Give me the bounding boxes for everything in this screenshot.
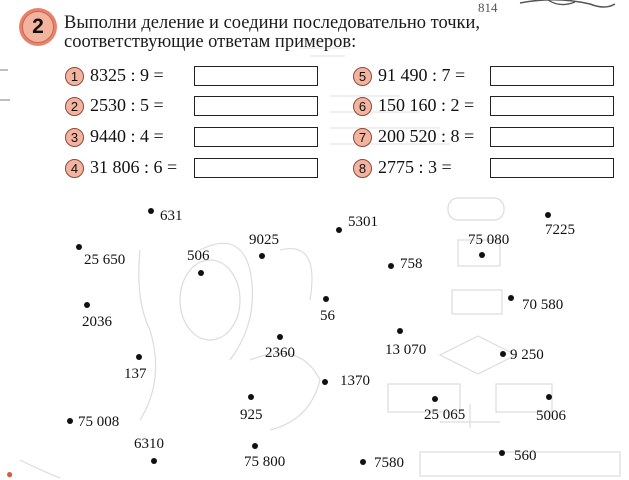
point-label-5301: 5301 (348, 214, 378, 230)
example-8-answer-box[interactable] (490, 158, 614, 178)
point-label-2036: 2036 (82, 314, 112, 330)
example-2-answer-box[interactable] (194, 96, 318, 116)
example-8-text: 2775 : 3 = (378, 157, 452, 177)
point-dot-5301[interactable] (336, 227, 342, 233)
example-5-text: 91 490 : 7 = (378, 65, 466, 85)
example-6-text: 150 160 : 2 = (378, 95, 475, 115)
point-label-75800: 75 800 (244, 454, 286, 470)
example-7-answer-box[interactable] (490, 127, 614, 147)
svg-text:814: 814 (478, 0, 498, 15)
instruction-line-1: Выполни деление и соедини последовательно точки, (64, 13, 481, 33)
example-2-number: 2 (65, 97, 84, 116)
task-instruction (64, 14, 534, 52)
example-3-answer-box[interactable] (194, 127, 318, 147)
example-3-text: 9440 : 4 = (90, 126, 164, 146)
example-8-number: 8 (353, 159, 372, 178)
point-dot-9025[interactable] (259, 253, 265, 259)
example-1-number: 1 (65, 67, 84, 86)
point-label-7580: 7580 (374, 455, 404, 471)
point-label-75080: 75 080 (468, 232, 510, 248)
point-label-2360: 2360 (265, 345, 295, 361)
point-dot-925[interactable] (248, 394, 254, 400)
point-dot-7225[interactable] (545, 212, 551, 218)
point-dot-7580[interactable] (360, 459, 366, 465)
point-dot-631[interactable] (148, 208, 154, 214)
example-1-answer-box[interactable] (194, 66, 318, 86)
point-dot-75008[interactable] (67, 418, 73, 424)
point-label-25065: 25 065 (424, 407, 466, 423)
task-number-badge (19, 8, 57, 46)
point-label-137: 137 (124, 366, 147, 382)
point-dot-2036[interactable] (84, 302, 90, 308)
point-dot-506[interactable] (198, 270, 204, 276)
point-dot-758[interactable] (388, 263, 394, 269)
point-label-13070: 13 070 (385, 342, 427, 358)
point-label-1370: 1370 (340, 373, 370, 389)
example-7-number: 7 (353, 128, 372, 147)
example-3-number: 3 (65, 128, 84, 147)
point-label-5006: 5006 (536, 408, 566, 424)
point-dot-25650[interactable] (76, 244, 82, 250)
point-dot-2360[interactable] (277, 334, 283, 340)
task-number: 2 (22, 11, 54, 43)
point-label-25650: 25 650 (84, 252, 126, 268)
instruction-line-2: соответствующие ответам примеров: (64, 32, 357, 52)
example-7-text: 200 520 : 8 = (378, 126, 475, 146)
point-dot-56[interactable] (323, 296, 329, 302)
point-dot-137[interactable] (136, 354, 142, 360)
point-dot-75800[interactable] (252, 443, 258, 449)
svg-text:●: ● (6, 467, 14, 480)
point-label-6310: 6310 (134, 436, 164, 452)
point-dot-1370[interactable] (322, 379, 328, 385)
example-4-number: 4 (65, 159, 84, 178)
point-label-506: 506 (187, 248, 210, 264)
example-4-text: 31 806 : 6 = (90, 157, 178, 177)
example-6-answer-box[interactable] (490, 96, 614, 116)
point-dot-5006[interactable] (546, 394, 552, 400)
point-label-758: 758 (400, 256, 423, 272)
point-dot-25065[interactable] (432, 396, 438, 402)
point-label-9250: 9 250 (510, 347, 544, 363)
point-label-925: 925 (240, 407, 263, 423)
example-2-text: 2530 : 5 = (90, 95, 164, 115)
point-dot-560[interactable] (499, 450, 505, 456)
point-dot-13070[interactable] (397, 328, 403, 334)
point-label-9025: 9025 (249, 232, 279, 248)
point-label-631: 631 (160, 208, 183, 224)
point-dot-70580[interactable] (508, 295, 514, 301)
point-label-75008: 75 008 (78, 414, 120, 430)
example-6-number: 6 (353, 97, 372, 116)
point-label-7225: 7225 (545, 222, 575, 238)
point-label-56: 56 (320, 308, 335, 324)
point-dot-75080[interactable] (479, 252, 485, 258)
example-4-answer-box[interactable] (194, 158, 318, 178)
example-1-text: 8325 : 9 = (90, 65, 164, 85)
point-dot-6310[interactable] (151, 458, 157, 464)
point-label-70580: 70 580 (522, 297, 564, 313)
example-5-number: 5 (353, 67, 372, 86)
point-label-560: 560 (514, 448, 537, 464)
example-5-answer-box[interactable] (490, 66, 614, 86)
point-dot-9250[interactable] (500, 351, 506, 357)
